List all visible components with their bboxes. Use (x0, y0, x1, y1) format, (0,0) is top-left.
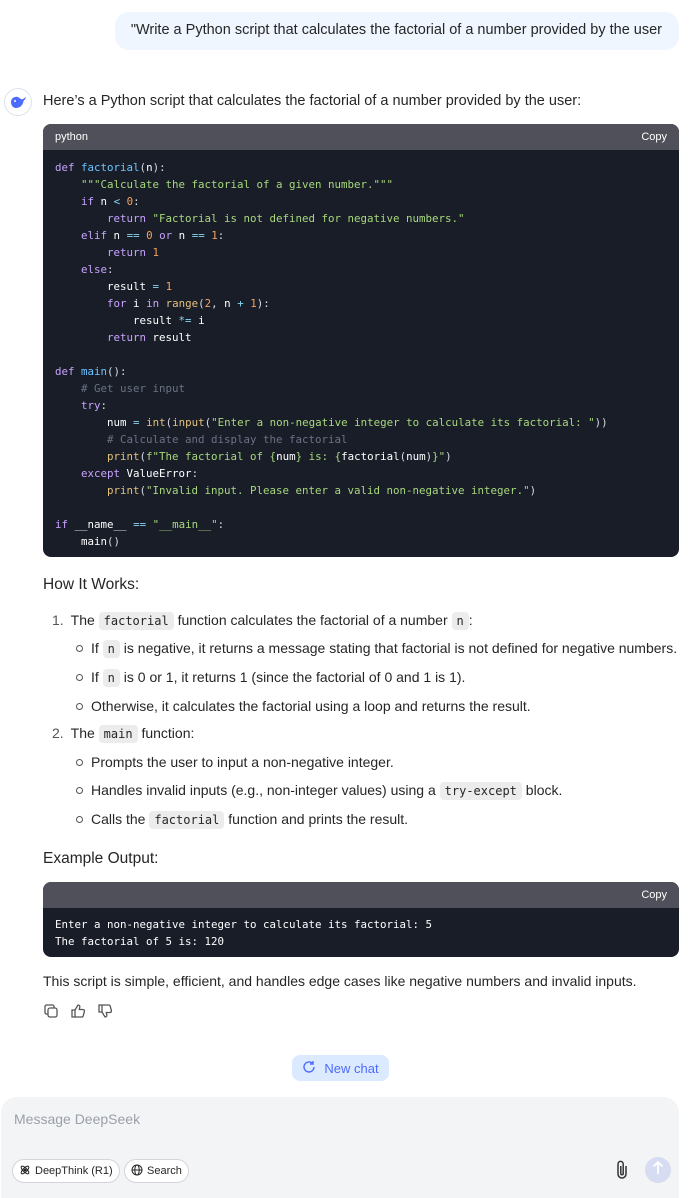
deepseek-logo-icon (4, 88, 32, 116)
list-subitem (76, 668, 465, 688)
code-block-header (43, 882, 679, 908)
search-label: Search (147, 1165, 182, 1177)
list-subitem (76, 697, 531, 716)
list-subitem (76, 753, 394, 772)
refresh-icon (302, 1060, 316, 1077)
bullet-icon (76, 759, 83, 766)
bullet-icon (76, 703, 83, 710)
message-input[interactable]: Message DeepSeek (14, 1111, 141, 1127)
arrow-up-icon (652, 1161, 664, 1180)
inline-code: n (103, 669, 120, 687)
deepthink-toggle[interactable] (12, 1159, 120, 1183)
thumbs-down-icon[interactable] (97, 1003, 113, 1019)
output-line: Enter a non-negative integer to calculate its factorial: 5 (55, 918, 433, 931)
assistant-intro: Here’s a Python script that calculates the factorial of a number provided by the user: (43, 93, 582, 109)
bullet-icon (76, 674, 83, 681)
new-chat-label: New chat (324, 1060, 379, 1076)
message-actions (43, 1003, 113, 1019)
list-text: If (91, 669, 99, 685)
code-content (43, 908, 679, 957)
list-item (52, 724, 194, 744)
atom-icon (19, 1164, 31, 1179)
user-message-text: "Write a Python script that calculates the factorial of a number provided by the user (130, 22, 662, 38)
list-text: The (70, 612, 95, 628)
copy-icon[interactable] (43, 1003, 59, 1019)
list-number: 2. (52, 725, 64, 741)
new-chat-button[interactable] (292, 1055, 389, 1081)
list-number: 1. (52, 612, 64, 628)
list-text: is negative, it returns a message stating that factorial is not defined for negative numbers. (123, 640, 678, 656)
inline-code: factorial (99, 612, 174, 630)
list-text: : (468, 612, 473, 628)
bullet-icon (76, 787, 83, 794)
thumbs-up-icon[interactable] (70, 1003, 86, 1019)
list-text: The (70, 725, 95, 741)
inline-code: factorial (149, 811, 224, 829)
inline-code: try-except (440, 782, 522, 800)
user-message-bubble (115, 12, 679, 50)
code-block-header (43, 124, 679, 150)
message-composer (1, 1097, 679, 1198)
list-text: function calculates the factorial of a number (177, 612, 448, 628)
paperclip-icon[interactable] (611, 1159, 633, 1181)
bullet-icon (76, 816, 83, 823)
how-it-works-heading: How It Works: (43, 576, 140, 593)
list-text: Prompts the user to input a non-negative integer. (91, 754, 394, 770)
output-line: The factorial of 5 is: 120 (55, 935, 225, 948)
deepthink-label: DeepThink (R1) (35, 1165, 113, 1177)
example-output-heading: Example Output: (43, 850, 159, 867)
search-toggle[interactable] (124, 1159, 189, 1183)
list-item (52, 611, 473, 631)
globe-icon (131, 1164, 143, 1179)
list-text: function and prints the result. (228, 811, 409, 827)
list-text: function: (141, 725, 195, 741)
list-subitem (76, 810, 408, 830)
code-content: def factorial(n): """Calculate the factorial of a given number.""" if n < 0: return "Factorial is not defined for negative numbers." elif n == 0 or n == 1: return 1 else: result = 1 for i in range(2, n + 1): result *= i return result def main(): # Get user input try: num = int(input("Enter a non-negative integer to calculate its factorial: ")) # Calculate and display the factorial print(f"The factorial of {num} is: {factorial(num)}") except ValueError: print("Invalid input. Please enter a valid non-negative integer.") if __name__ == "__main__": main() (55, 161, 608, 548)
send-button[interactable] (645, 1157, 671, 1183)
list-text: Calls the (91, 811, 146, 827)
assistant-summary: This script is simple, efficient, and handles edge cases like negative numbers and invalid inputs. (43, 973, 637, 989)
copy-code-button[interactable]: Copy (641, 889, 667, 901)
inline-code: main (99, 725, 138, 743)
inline-code: n (103, 640, 120, 658)
list-text: block. (525, 782, 563, 798)
list-text: If (91, 640, 99, 656)
copy-code-button[interactable]: Copy (641, 131, 667, 143)
list-text: Handles invalid inputs (e.g., non-integer values) using a (91, 782, 436, 798)
bullet-icon (76, 645, 83, 652)
list-subitem (76, 781, 562, 801)
code-language-label: python (55, 131, 89, 143)
list-text: is 0 or 1, it returns 1 (since the factorial of 0 and 1 is 1). (123, 669, 466, 685)
code-block-output (43, 882, 679, 957)
list-subitem (76, 639, 677, 659)
inline-code: n (452, 612, 469, 630)
code-block-python (43, 124, 679, 557)
list-text: Otherwise, it calculates the factorial using a loop and returns the result. (91, 698, 531, 714)
